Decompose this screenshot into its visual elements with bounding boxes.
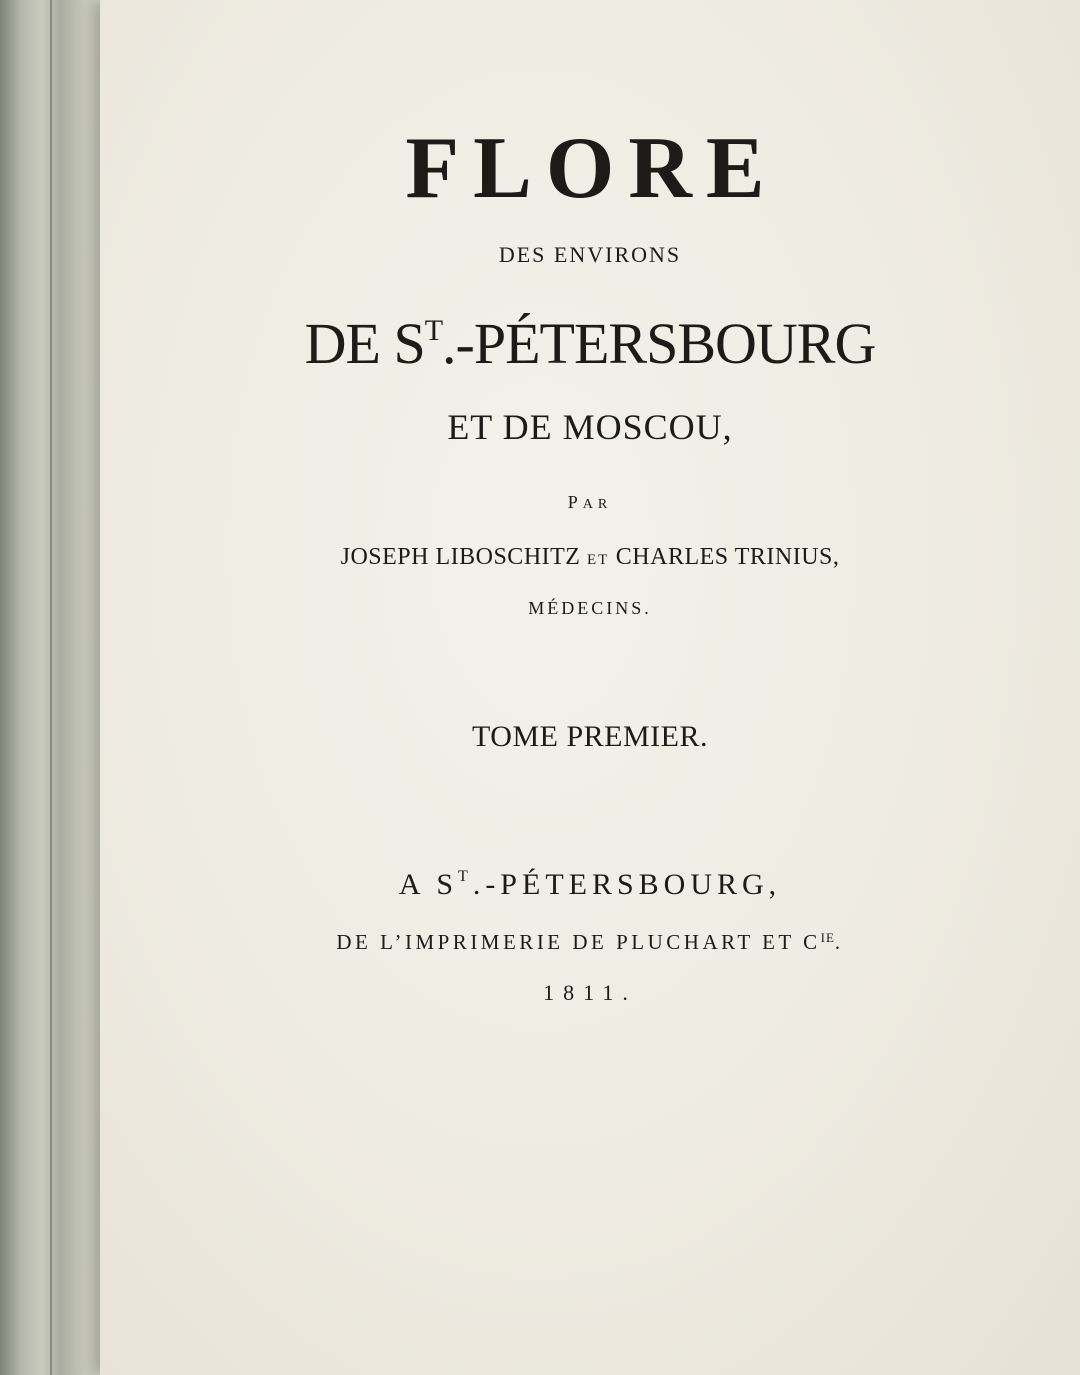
imprint-superscript: T (458, 868, 473, 885)
by-initial: P (567, 492, 583, 512)
book-title: FLORE (405, 120, 779, 217)
city-rest: .-PÉTERSBOURG (442, 311, 876, 376)
author-trinius: CHARLES TRINIUS, (615, 544, 840, 570)
city-superscript: T (424, 314, 443, 347)
author-liboschitz: JOSEPH LIBOSCHITZ (340, 544, 581, 570)
authors-profession: MÉDECINS. (528, 598, 652, 618)
title-page (100, 0, 1080, 1375)
city-prefix: DE S (304, 311, 425, 376)
spine-fold-line (50, 0, 52, 1375)
author-conjunction: ET (586, 552, 610, 568)
printer-end: . (834, 930, 844, 954)
imprint-rest: .-PÉTERSBOURG, (472, 868, 782, 901)
by-rest: AR (582, 497, 613, 512)
printer-superscript: IE (820, 930, 835, 945)
subtitle-moscow: ET DE MOSCOU, (447, 407, 733, 447)
volume-label: TOME PREMIER. (472, 720, 708, 753)
authors-line (100, 544, 1080, 571)
subtitle-city (100, 310, 1080, 377)
imprint-city (100, 868, 1080, 902)
subtitle-environs: DES ENVIRONS (498, 242, 682, 267)
by-line (100, 492, 1080, 513)
imprint-prefix: A S (398, 868, 459, 901)
printer-name: DE L’IMPRIMERIE DE PLUCHART ET C (336, 930, 821, 954)
imprint-year: 1811. (543, 980, 637, 1005)
imprint-printer (100, 930, 1080, 955)
